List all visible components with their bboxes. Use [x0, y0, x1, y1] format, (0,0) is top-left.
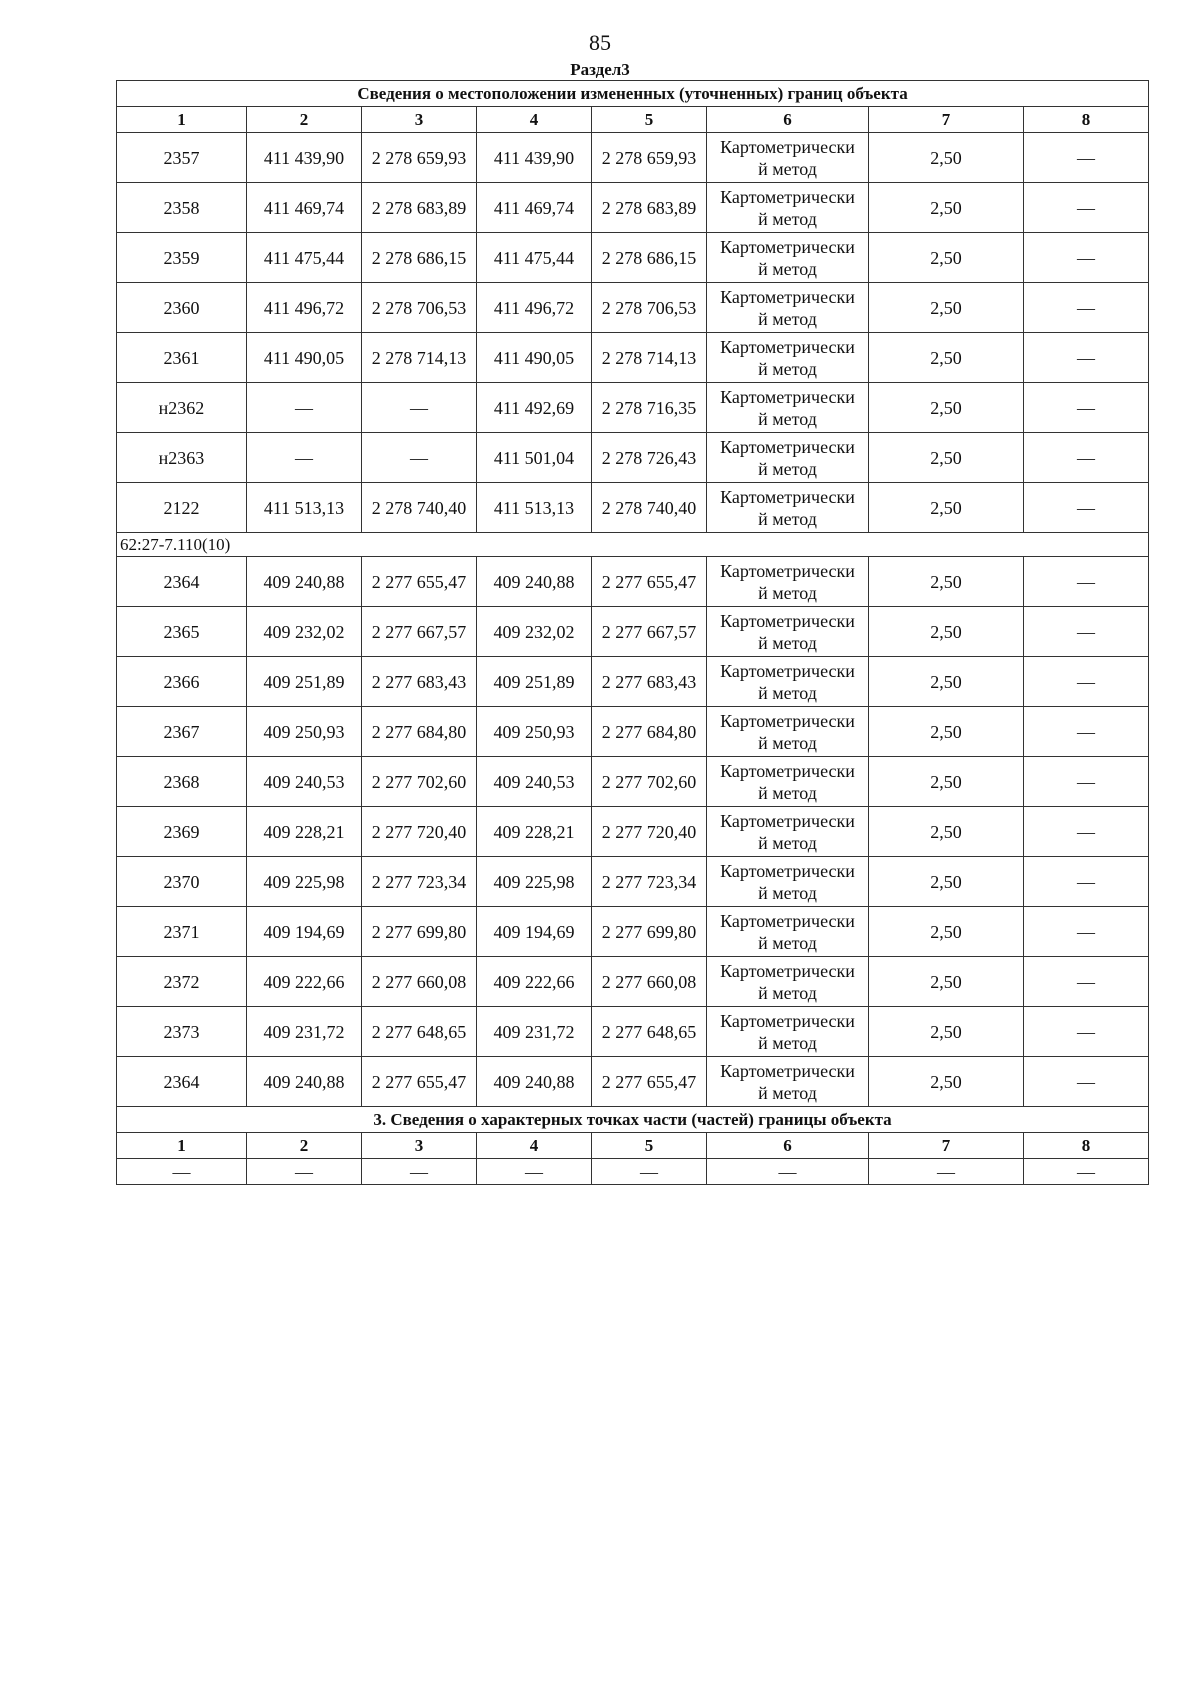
y-coordinate-cell: 2 278 714,13 — [362, 333, 477, 383]
table-row — [117, 383, 1149, 433]
method-cell — [707, 907, 869, 957]
point-number-cell: 2372 — [117, 957, 247, 1007]
method-cell — [707, 283, 869, 333]
method-text: Картометрически — [720, 236, 855, 257]
column-header: 1 — [117, 1133, 247, 1159]
x-coordinate-cell: 411 475,44 — [477, 233, 592, 283]
point-number-cell: 2368 — [117, 757, 247, 807]
method-cell — [707, 383, 869, 433]
table-row — [117, 1007, 1149, 1057]
y-coordinate-cell: 2 277 655,47 — [362, 557, 477, 607]
accuracy-cell: 2,50 — [869, 707, 1024, 757]
note-cell: — — [1024, 657, 1149, 707]
y-coordinate-cell: — — [362, 433, 477, 483]
table-row — [117, 757, 1149, 807]
method-cell — [707, 557, 869, 607]
method-cell — [707, 183, 869, 233]
column-header-row — [117, 107, 1149, 133]
section3-header-row — [117, 1133, 1149, 1159]
table-cell: — — [869, 1159, 1024, 1185]
point-number-cell: 2359 — [117, 233, 247, 283]
y-coordinate-cell: 2 277 655,47 — [592, 1057, 707, 1107]
y-coordinate-cell: 2 277 648,65 — [362, 1007, 477, 1057]
section3-empty-row — [117, 1159, 1149, 1185]
y-coordinate-cell: 2 278 683,89 — [362, 183, 477, 233]
y-coordinate-cell: 2 277 699,80 — [592, 907, 707, 957]
method-cell — [707, 233, 869, 283]
x-coordinate-cell: 411 439,90 — [477, 133, 592, 183]
table-row — [117, 857, 1149, 907]
method-text: й метод — [758, 682, 817, 703]
point-number-cell: 2357 — [117, 133, 247, 183]
y-coordinate-cell: 2 278 740,40 — [362, 483, 477, 533]
point-number-cell: н2362 — [117, 383, 247, 433]
x-coordinate-cell: 409 232,02 — [477, 607, 592, 657]
table-title: Сведения о местоположении измененных (уточненных) границ объекта — [117, 81, 1149, 107]
accuracy-cell: 2,50 — [869, 957, 1024, 1007]
x-coordinate-cell: 409 232,02 — [247, 607, 362, 657]
x-coordinate-cell: 409 240,88 — [247, 1057, 362, 1107]
method-text: й метод — [758, 782, 817, 803]
method-cell — [707, 133, 869, 183]
x-coordinate-cell: 411 475,44 — [247, 233, 362, 283]
accuracy-cell: 2,50 — [869, 857, 1024, 907]
note-cell: — — [1024, 757, 1149, 807]
column-header: 3 — [362, 107, 477, 133]
x-coordinate-cell: 411 496,72 — [247, 283, 362, 333]
x-coordinate-cell: 411 469,74 — [477, 183, 592, 233]
method-text: Картометрически — [720, 710, 855, 731]
table-row — [117, 283, 1149, 333]
method-text: Картометрически — [720, 960, 855, 981]
table-cell: — — [362, 1159, 477, 1185]
method-text: Картометрически — [720, 910, 855, 931]
method-text: й метод — [758, 458, 817, 479]
table-row — [117, 957, 1149, 1007]
table-row — [117, 1057, 1149, 1107]
x-coordinate-cell: 411 469,74 — [247, 183, 362, 233]
method-text: й метод — [758, 158, 817, 179]
note-cell: — — [1024, 133, 1149, 183]
method-text: й метод — [758, 632, 817, 653]
method-text: й метод — [758, 258, 817, 279]
table-row — [117, 233, 1149, 283]
note-cell: — — [1024, 957, 1149, 1007]
method-text: Картометрически — [720, 1010, 855, 1031]
method-cell — [707, 757, 869, 807]
y-coordinate-cell: 2 277 684,80 — [592, 707, 707, 757]
y-coordinate-cell: 2 278 659,93 — [362, 133, 477, 183]
table-cell: — — [1024, 1159, 1149, 1185]
method-text: й метод — [758, 832, 817, 853]
y-coordinate-cell: 2 277 667,57 — [362, 607, 477, 657]
y-coordinate-cell: 2 277 720,40 — [592, 807, 707, 857]
method-text: й метод — [758, 732, 817, 753]
method-text: й метод — [758, 582, 817, 603]
method-text: й метод — [758, 1082, 817, 1103]
method-text: Картометрически — [720, 610, 855, 631]
point-number-cell: 2360 — [117, 283, 247, 333]
accuracy-cell: 2,50 — [869, 283, 1024, 333]
method-text: Картометрически — [720, 186, 855, 207]
column-header: 2 — [247, 1133, 362, 1159]
x-coordinate-cell: 409 228,21 — [247, 807, 362, 857]
y-coordinate-cell: 2 277 683,43 — [362, 657, 477, 707]
table-row — [117, 483, 1149, 533]
column-header: 4 — [477, 1133, 592, 1159]
x-coordinate-cell: 409 250,93 — [477, 707, 592, 757]
accuracy-cell: 2,50 — [869, 1057, 1024, 1107]
section-label: Раздел3 — [570, 60, 630, 79]
x-coordinate-cell: 409 222,66 — [247, 957, 362, 1007]
x-coordinate-cell: 409 240,53 — [247, 757, 362, 807]
accuracy-cell: 2,50 — [869, 1007, 1024, 1057]
y-coordinate-cell: 2 278 716,35 — [592, 383, 707, 433]
table-cell: — — [592, 1159, 707, 1185]
table-row — [117, 907, 1149, 957]
table-cell: — — [117, 1159, 247, 1185]
table-row — [117, 707, 1149, 757]
method-text: Картометрически — [720, 560, 855, 581]
section3-title-row — [117, 1107, 1149, 1133]
x-coordinate-cell: 409 240,88 — [477, 557, 592, 607]
point-number-cell: 2361 — [117, 333, 247, 383]
column-header: 5 — [592, 107, 707, 133]
column-header: 5 — [592, 1133, 707, 1159]
y-coordinate-cell: 2 278 683,89 — [592, 183, 707, 233]
table-row — [117, 557, 1149, 607]
table-row — [117, 333, 1149, 383]
table-cell: — — [247, 1159, 362, 1185]
table-cell: — — [477, 1159, 592, 1185]
point-number-cell: 2364 — [117, 557, 247, 607]
x-coordinate-cell: — — [247, 433, 362, 483]
accuracy-cell: 2,50 — [869, 333, 1024, 383]
method-cell — [707, 1057, 869, 1107]
point-number-cell: 2367 — [117, 707, 247, 757]
accuracy-cell: 2,50 — [869, 607, 1024, 657]
note-cell: — — [1024, 383, 1149, 433]
method-text: Картометрически — [720, 860, 855, 881]
x-coordinate-cell: 411 439,90 — [247, 133, 362, 183]
column-header: 7 — [869, 107, 1024, 133]
column-header: 7 — [869, 1133, 1024, 1159]
point-number-cell: 2373 — [117, 1007, 247, 1057]
method-text: й метод — [758, 932, 817, 953]
y-coordinate-cell: 2 277 655,47 — [362, 1057, 477, 1107]
method-cell — [707, 657, 869, 707]
x-coordinate-cell: 409 225,98 — [477, 857, 592, 907]
x-coordinate-cell: 409 240,88 — [477, 1057, 592, 1107]
x-coordinate-cell: 411 501,04 — [477, 433, 592, 483]
x-coordinate-cell: 411 490,05 — [477, 333, 592, 383]
x-coordinate-cell: 409 231,72 — [247, 1007, 362, 1057]
x-coordinate-cell: 409 251,89 — [477, 657, 592, 707]
accuracy-cell: 2,50 — [869, 757, 1024, 807]
method-text: Картометрически — [720, 486, 855, 507]
method-text: Картометрически — [720, 810, 855, 831]
table-row — [117, 807, 1149, 857]
y-coordinate-cell: 2 278 706,53 — [592, 283, 707, 333]
accuracy-cell: 2,50 — [869, 383, 1024, 433]
method-text: й метод — [758, 1032, 817, 1053]
method-text: й метод — [758, 882, 817, 903]
point-number-cell: 2365 — [117, 607, 247, 657]
group-label: 62:27-7.110(10) — [117, 533, 1149, 557]
method-text: й метод — [758, 208, 817, 229]
x-coordinate-cell: 409 251,89 — [247, 657, 362, 707]
accuracy-cell: 2,50 — [869, 183, 1024, 233]
y-coordinate-cell: 2 277 667,57 — [592, 607, 707, 657]
point-number-cell: н2363 — [117, 433, 247, 483]
method-text: Картометрически — [720, 436, 855, 457]
point-number-cell: 2370 — [117, 857, 247, 907]
method-cell — [707, 807, 869, 857]
accuracy-cell: 2,50 — [869, 483, 1024, 533]
table-row — [117, 433, 1149, 483]
page-number: 85 — [589, 30, 611, 55]
y-coordinate-cell: — — [362, 383, 477, 433]
y-coordinate-cell: 2 277 720,40 — [362, 807, 477, 857]
method-cell — [707, 707, 869, 757]
y-coordinate-cell: 2 277 702,60 — [362, 757, 477, 807]
y-coordinate-cell: 2 278 659,93 — [592, 133, 707, 183]
note-cell: — — [1024, 283, 1149, 333]
y-coordinate-cell: 2 278 686,15 — [592, 233, 707, 283]
point-number-cell: 2369 — [117, 807, 247, 857]
note-cell: — — [1024, 1007, 1149, 1057]
note-cell: — — [1024, 183, 1149, 233]
y-coordinate-cell: 2 277 723,34 — [362, 857, 477, 907]
y-coordinate-cell: 2 277 683,43 — [592, 657, 707, 707]
section3-title: 3. Сведения о характерных точках части (частей) границы объекта — [117, 1107, 1149, 1133]
y-coordinate-cell: 2 277 702,60 — [592, 757, 707, 807]
x-coordinate-cell: — — [247, 383, 362, 433]
accuracy-cell: 2,50 — [869, 657, 1024, 707]
note-cell: — — [1024, 433, 1149, 483]
method-text: й метод — [758, 308, 817, 329]
column-header: 1 — [117, 107, 247, 133]
note-cell: — — [1024, 483, 1149, 533]
column-header: 6 — [707, 107, 869, 133]
method-text: Картометрически — [720, 386, 855, 407]
method-text: Картометрически — [720, 336, 855, 357]
method-text: й метод — [758, 408, 817, 429]
x-coordinate-cell: 409 194,69 — [477, 907, 592, 957]
method-cell — [707, 607, 869, 657]
method-cell — [707, 857, 869, 907]
table-cell: — — [707, 1159, 869, 1185]
method-text: Картометрически — [720, 136, 855, 157]
table-row — [117, 607, 1149, 657]
accuracy-cell: 2,50 — [869, 233, 1024, 283]
x-coordinate-cell: 411 490,05 — [247, 333, 362, 383]
x-coordinate-cell: 409 222,66 — [477, 957, 592, 1007]
table-row — [117, 133, 1149, 183]
table-body — [117, 81, 1149, 1185]
y-coordinate-cell: 2 277 648,65 — [592, 1007, 707, 1057]
y-coordinate-cell: 2 277 660,08 — [592, 957, 707, 1007]
x-coordinate-cell: 409 240,88 — [247, 557, 362, 607]
accuracy-cell: 2,50 — [869, 907, 1024, 957]
x-coordinate-cell: 411 513,13 — [247, 483, 362, 533]
point-number-cell: 2364 — [117, 1057, 247, 1107]
x-coordinate-cell: 409 225,98 — [247, 857, 362, 907]
y-coordinate-cell: 2 277 684,80 — [362, 707, 477, 757]
y-coordinate-cell: 2 278 714,13 — [592, 333, 707, 383]
point-number-cell: 2366 — [117, 657, 247, 707]
note-cell: — — [1024, 857, 1149, 907]
column-header: 3 — [362, 1133, 477, 1159]
point-number-cell: 2371 — [117, 907, 247, 957]
column-header: 8 — [1024, 1133, 1149, 1159]
method-text: й метод — [758, 508, 817, 529]
y-coordinate-cell: 2 277 655,47 — [592, 557, 707, 607]
method-text: й метод — [758, 982, 817, 1003]
y-coordinate-cell: 2 277 660,08 — [362, 957, 477, 1007]
note-cell: — — [1024, 333, 1149, 383]
column-header: 8 — [1024, 107, 1149, 133]
column-header: 2 — [247, 107, 362, 133]
method-text: Картометрически — [720, 760, 855, 781]
x-coordinate-cell: 411 513,13 — [477, 483, 592, 533]
method-text: й метод — [758, 358, 817, 379]
note-cell: — — [1024, 707, 1149, 757]
y-coordinate-cell: 2 278 686,15 — [362, 233, 477, 283]
method-cell — [707, 433, 869, 483]
y-coordinate-cell: 2 278 726,43 — [592, 433, 707, 483]
method-cell — [707, 483, 869, 533]
x-coordinate-cell: 409 228,21 — [477, 807, 592, 857]
method-text: Картометрически — [720, 660, 855, 681]
x-coordinate-cell: 411 492,69 — [477, 383, 592, 433]
y-coordinate-cell: 2 278 706,53 — [362, 283, 477, 333]
x-coordinate-cell: 409 231,72 — [477, 1007, 592, 1057]
note-cell: — — [1024, 557, 1149, 607]
group-label-row — [117, 533, 1149, 557]
x-coordinate-cell: 409 240,53 — [477, 757, 592, 807]
method-cell — [707, 333, 869, 383]
accuracy-cell: 2,50 — [869, 807, 1024, 857]
y-coordinate-cell: 2 277 723,34 — [592, 857, 707, 907]
y-coordinate-cell: 2 277 699,80 — [362, 907, 477, 957]
table-title-row — [117, 81, 1149, 107]
note-cell: — — [1024, 233, 1149, 283]
note-cell: — — [1024, 1057, 1149, 1107]
method-cell — [707, 1007, 869, 1057]
x-coordinate-cell: 409 250,93 — [247, 707, 362, 757]
x-coordinate-cell: 409 194,69 — [247, 907, 362, 957]
table-row — [117, 183, 1149, 233]
column-header: 4 — [477, 107, 592, 133]
boundary-table — [116, 80, 1149, 1185]
y-coordinate-cell: 2 278 740,40 — [592, 483, 707, 533]
method-text: Картометрически — [720, 286, 855, 307]
note-cell: — — [1024, 907, 1149, 957]
accuracy-cell: 2,50 — [869, 133, 1024, 183]
column-header: 6 — [707, 1133, 869, 1159]
accuracy-cell: 2,50 — [869, 433, 1024, 483]
accuracy-cell: 2,50 — [869, 557, 1024, 607]
method-cell — [707, 957, 869, 1007]
method-text: Картометрически — [720, 1060, 855, 1081]
x-coordinate-cell: 411 496,72 — [477, 283, 592, 333]
point-number-cell: 2358 — [117, 183, 247, 233]
note-cell: — — [1024, 607, 1149, 657]
note-cell: — — [1024, 807, 1149, 857]
table-row — [117, 657, 1149, 707]
point-number-cell: 2122 — [117, 483, 247, 533]
